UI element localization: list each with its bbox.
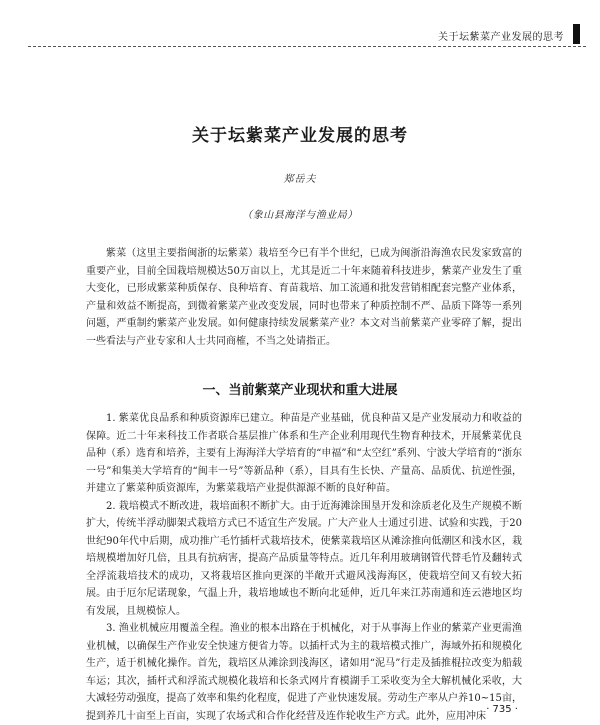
- header-marker-bar: [573, 24, 580, 44]
- body-paragraph-3: 3. 渔业机械应用覆盖全程。渔业的根本出路在于机械化，对于从事海上作业的紫菜产业更需渔业机械，以确保生产作业安全快速方便省力等。以插杆式为主的栽培模式推广，海域外拓和规模化生产，适于机械化操作。首先，栽培区从滩涂到浅海区，诸如用“泥马”行走及插推棍拉改变为船载车运；其次，插杆式和浮流式规模化栽培和长条式网片育模湖手工采收变为全大解机械化采收，大大减轻劳动强度，提高了效率和集约化程度，促进了产业快速发展。劳动生产率从户养10~15亩，提到养几十亩至上百亩，实现了农场式和合作化经营及连作轮收生产方式。此外，应用冲床: [86, 623, 522, 722]
- article-affiliation: （象山县海洋与渔业局）: [242, 210, 358, 221]
- body-paragraph-2: 2. 栽培模式不断改进，栽培面积不断扩大。由于近海滩涂围垦开发和涂质老化及生产规模不断扩大，传统半浮动脚架式栽培方式已不适宜生产发展。广大产业人士通过引进、试验和实践，于20世纪90年代中后期，成功推广毛竹插杆式栽培技术，使紫菜栽培区从滩涂推向低潮区和浅水区，栽培规模增加好几倍，且具有抗病害，提高产品质量等特点。近几年利用玻璃钢管代替毛竹及翻转式全浮流栽培技术的成功，又将栽培区推向更深的半敞开式避风浅海海区，使栽培空间又有较大拓展。由于厄尔尼诺现象，气温上升，栽培地域也不断向北延伸，近几年来江苏南通和连云港地区均有发展，且规模惊人。: [86, 500, 522, 617]
- page-number: · 735 ·: [486, 704, 518, 715]
- section-body: [86, 410, 522, 725]
- running-header-title: 关于坛紫菜产业发展的思考: [438, 32, 564, 43]
- section-heading: 一、当前紫菜产业现状和重大进展: [202, 383, 398, 398]
- article-title: 关于坛紫菜产业发展的思考: [192, 126, 408, 146]
- running-header: [28, 30, 586, 47]
- body-paragraph-1: 1. 紫菜优良品系和种质资源库已建立。种苗是产业基础，优良种苗又是产业发展动力和收益的保障。近二十年来科技工作者联合基层推广体系和生产企业利用现代生物育种技术，开展紫菜优良品种（系）选育和培养，主要有上海海洋大学培育的“申福”和“太空红”系列、宁波大学培育的“浙东一号”和集美大学培育的“闽丰一号”等新品种（系），目具有生长快、产量高、品质优、抗逆性强，并建立了紫菜种质资源库，为紫菜栽培产业提供源源不断的良好种苗。: [86, 413, 522, 494]
- abstract-paragraph: 紫菜（这里主要指闽浙的坛紫菜）栽培至今已有半个世纪，已成为闽浙沿海渔农民发家致富的重要产业，目前全国栽培规模达50万亩以上，尤其是近二十年来随着科技进步，紫菜产业发生了重大变化，已形成紫菜种质保存、良种培育、育苗栽培、加工流通和批发营销相配套完整产业体系，产量和效益不断提高，到微着紫菜产业改变发展，同时也带来了种质控制不严、品质下降等一系列问题，严重制约紫菜产业发展。如何健康持续发展紫菜产业？本文对当前紫菜产业零碎了解，提出一些看法与产业专家和人士共同商榷，不当之处请指正。: [86, 248, 522, 347]
- abstract-block: [86, 245, 522, 350]
- article-author: 郑岳夫: [283, 174, 317, 185]
